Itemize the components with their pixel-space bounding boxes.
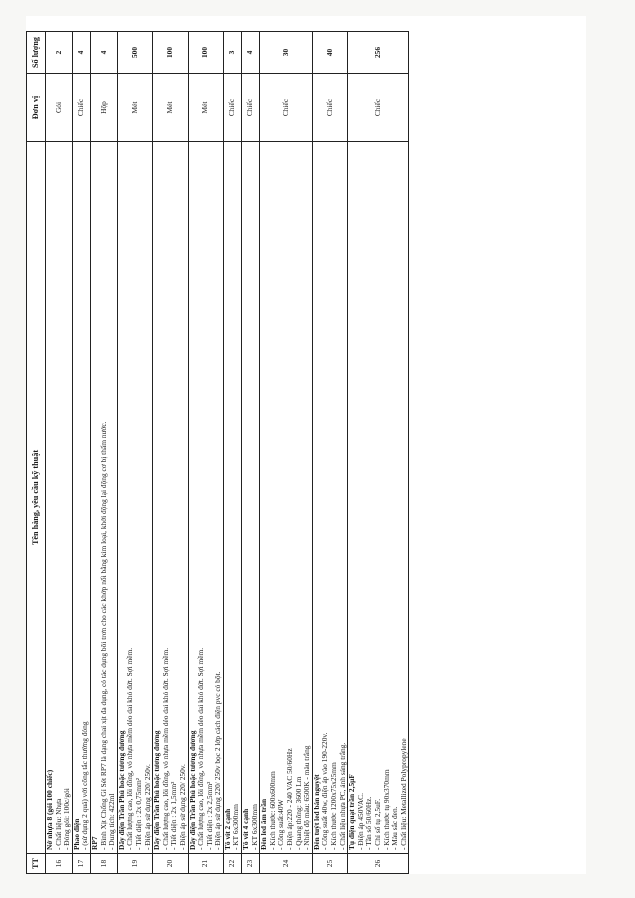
table-row	[223, 32, 241, 874]
item-unit: Mét	[117, 74, 152, 142]
item-title: Dây điện Trần Phú hoặc tương đương	[187, 730, 197, 850]
col-header-name: Tên hàng, yêu cầu kỹ thuật	[27, 142, 46, 854]
item-title: RP7	[89, 836, 99, 850]
row-number: 20	[153, 854, 188, 874]
table-row	[46, 32, 73, 874]
item-title: Dây điện Trần Phú hoặc tương đương	[116, 730, 126, 850]
item-unit: Chiếc	[260, 74, 313, 142]
item-spec-line: - Chất liệu: Nhựa	[53, 798, 63, 850]
item-spec-line: - Tiết diện : 2x 1,5mm²	[169, 781, 179, 850]
item-description	[117, 142, 152, 854]
item-spec-line: - Kích thước 1200x75x25mm	[329, 762, 338, 850]
item-spec-line: - (sử dụng 2 quả) với công tắc thường đóng	[80, 721, 90, 850]
table-row	[72, 32, 90, 874]
item-quantity: 40	[312, 32, 347, 74]
item-spec-line: - Quang thông: 3600 Lm	[293, 776, 303, 850]
item-unit: Chiếc	[242, 74, 260, 142]
item-title: Nở nhựa 8 (gói 100 chiếc)	[45, 769, 54, 850]
item-spec-line: - Tần số 50/60Hz.	[364, 796, 374, 850]
document-page	[26, 16, 586, 874]
item-spec-line: - Công suất:40W	[276, 799, 286, 850]
item-description	[72, 142, 90, 854]
item-description	[260, 142, 313, 854]
item-spec-line: - Điện áp sử dụng 220/ 250v.	[142, 764, 152, 850]
table-row	[90, 32, 117, 874]
item-title: Đèn led âm trần	[259, 798, 269, 850]
table-body	[46, 32, 409, 874]
item-spec-line: - Chất lượng cao, lõi đồng, vỏ nhựa mềm dẻo dai khó đứt. Sợi mềm.	[125, 647, 135, 850]
item-spec-line: - Tiết diện : 2x 2,5mm²	[204, 781, 214, 850]
item-description	[188, 142, 223, 854]
item-spec-line: - KT 6x300mm	[231, 804, 241, 850]
item-spec-line: - Chất liệu nhựa PC, ánh sáng trắng.	[337, 742, 347, 850]
table-row	[348, 32, 409, 874]
item-spec-line: - Tiết diện : 2x 0,75mm²	[133, 777, 143, 850]
item-unit: Mét	[188, 74, 223, 142]
item-spec-line: - Chất liệu: Metallized Polypropylene	[398, 738, 408, 850]
row-number: 16	[46, 854, 73, 874]
row-number: 19	[117, 854, 152, 874]
item-spec-line: - Bình Xịt Chống Gỉ Sét RP7 là dạng chai xịt đa dụng, có tác dụng bôi trơn cho các khớp nối bằng kim loại, khởi động lại động cơ bị thấm nước.	[98, 421, 108, 850]
item-title: Đèn tuýt led bán nguyệt	[311, 774, 321, 850]
item-quantity: 4	[242, 32, 260, 74]
item-quantity: 500	[117, 32, 152, 74]
row-number: 17	[72, 854, 90, 874]
col-header-qty: Số lượng	[27, 32, 46, 74]
item-unit: Hộp	[90, 74, 117, 142]
item-description	[153, 142, 188, 854]
item-quantity: 4	[72, 32, 90, 74]
row-number: 25	[312, 854, 347, 874]
item-spec-line: - Điện áp:220 - 240 VAC 50/60Hz	[285, 748, 295, 850]
item-unit: Gói	[46, 74, 73, 142]
table-row	[260, 32, 313, 874]
row-number: 22	[223, 854, 241, 874]
item-quantity: 100	[153, 32, 188, 74]
item-unit: Chiếc	[312, 74, 347, 142]
item-spec-line: - Điện áp sử dụng 220/ 250v.	[177, 764, 187, 850]
item-spec-line: - Chất lượng cao, lõi đồng, vỏ nhựa mềm dẻo dai khó đứt. Sợi mềm.	[196, 647, 206, 850]
item-description	[312, 142, 347, 854]
table-row	[188, 32, 223, 874]
item-quantity: 4	[90, 32, 117, 74]
item-quantity: 256	[348, 32, 409, 74]
table-row	[312, 32, 347, 874]
row-number: 24	[260, 854, 313, 874]
row-number: 18	[90, 854, 117, 874]
item-spec-line: - Điện áp sử dụng 220/ 250v bọc 2 lớp cách điện pvc có bột.	[213, 671, 223, 850]
item-description	[348, 142, 409, 854]
row-number: 21	[188, 854, 223, 874]
item-quantity: 100	[188, 32, 223, 74]
item-spec-line: - Màu sắc đen.	[390, 806, 400, 850]
item-unit: Chiếc	[72, 74, 90, 142]
item-quantity: 2	[46, 32, 73, 74]
item-spec-line: - Điện áp 450VAC.	[355, 793, 365, 850]
item-description	[90, 142, 117, 854]
item-spec-line: - Đóng gói: 100c/gói	[62, 788, 72, 850]
col-header-tt: TT	[27, 854, 46, 874]
table-row	[153, 32, 188, 874]
item-quantity: 30	[260, 32, 313, 74]
item-spec-line: - Nhiệt độ màu: 6500K - màu trắng	[302, 745, 312, 850]
item-spec-line: - KT 6x300mm	[249, 804, 259, 850]
item-description	[223, 142, 241, 854]
row-number: 26	[348, 854, 409, 874]
item-spec-line: - Kích thước tụ 90x370mm	[381, 769, 391, 850]
item-unit: Chiếc	[223, 74, 241, 142]
item-spec-line: - Chất lượng cao, lõi đồng, vỏ nhựa mềm dẻo dai khó đứt. Sợi mềm.	[160, 647, 170, 850]
item-title: Tô vít 4 cạnh	[241, 808, 251, 850]
table-row	[242, 32, 260, 874]
item-description	[46, 142, 73, 854]
item-spec-line: - Công suất 40w, điện áp vào 190-220v.	[320, 732, 330, 850]
item-title: Dây điện Trần Phú hoặc tương đương	[152, 730, 162, 850]
item-title: Tụ điện quạt trần 2,5µF	[347, 774, 357, 850]
item-unit: Chiếc	[348, 74, 409, 142]
item-title: Tô vít 2 cạnh	[222, 808, 232, 850]
item-title: Phao điện	[71, 818, 81, 850]
item-unit: Mét	[153, 74, 188, 142]
item-spec-line: - Kích thước: 600x600mm	[267, 771, 277, 850]
table-row	[117, 32, 152, 874]
spec-table	[26, 31, 409, 874]
item-spec-line: - Chỉ số tụ 2,5uF.	[372, 798, 382, 850]
item-quantity: 3	[223, 32, 241, 74]
item-spec-line: - Dung tích: 422ml	[107, 793, 117, 850]
item-description	[242, 142, 260, 854]
col-header-unit: Đơn vị	[27, 74, 46, 142]
table-header-row	[27, 32, 46, 874]
row-number: 23	[242, 854, 260, 874]
